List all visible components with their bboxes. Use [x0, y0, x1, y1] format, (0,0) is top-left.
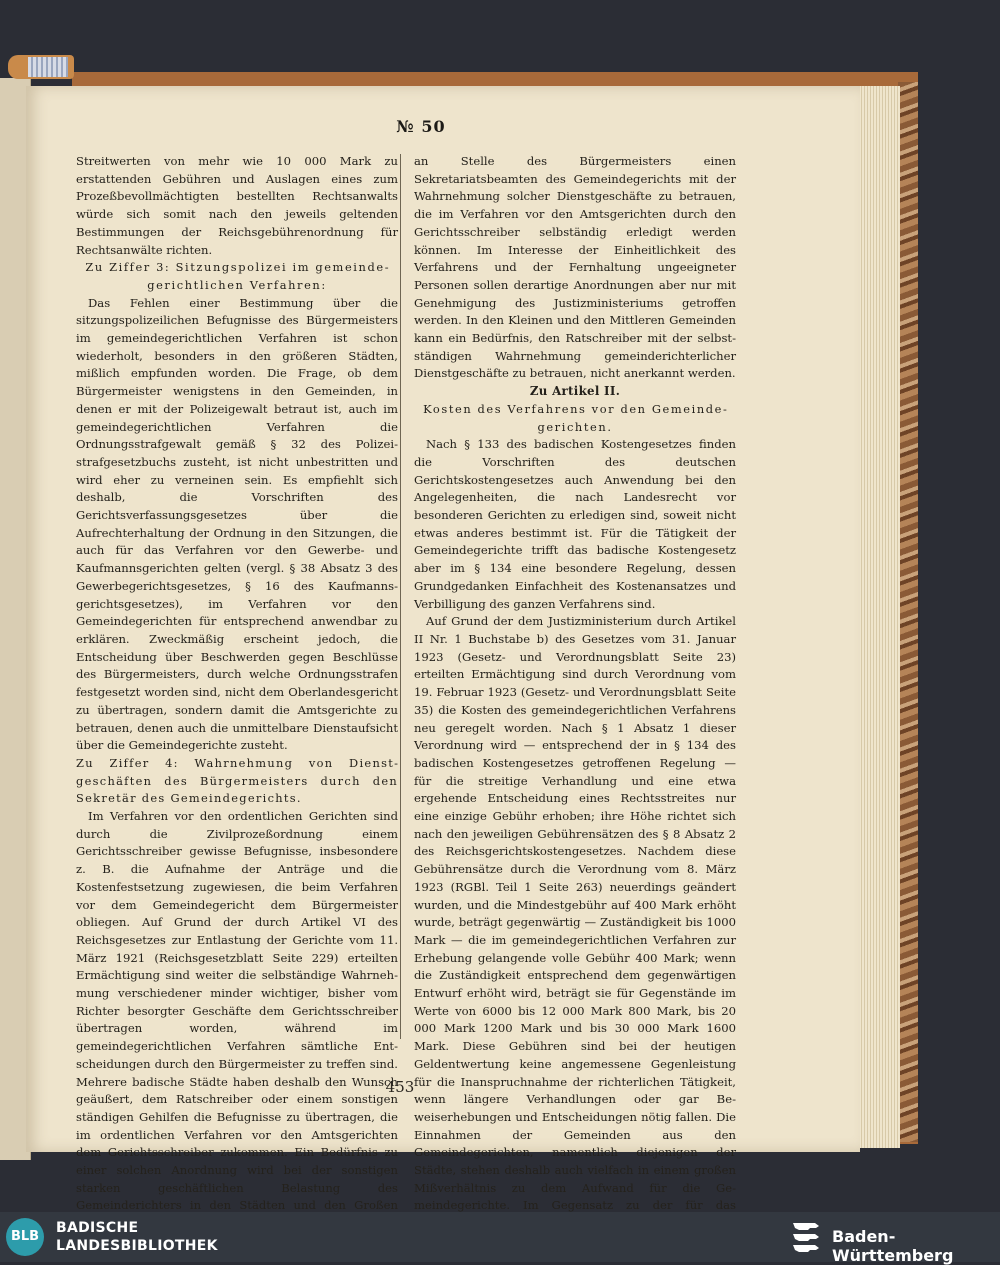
- state-label[interactable]: Baden-Württemberg: [832, 1227, 954, 1265]
- right-heading-kosten: Kosten des Verfahrens vor den Gemeindegerichten.: [423, 401, 727, 434]
- document-page: [26, 86, 860, 1212]
- right-paragraph-3: Auf Grund der dem Justizministerium durch Artikel II Nr. 1 Buchstabe b) des Gesetzes vom 31. Januar 1923 (Gesetz- und Verordnungsblatt Seite 23) erteilten Ermächtigung sind durch Verordnung vom 19. Februar 1923 (Gesetz- und Verordnungsblatt Seite 35) die Kosten des gemeindegerichtlichen Verfahrens neu geregelt worden. Nach § 1 Absatz 1 dieser Verordnung wird — entsprechend der in § 134 des badischen Kostengesetzes getroffenen Regelung — für die streitige Verhandlung und eine etwa ergehende Entscheidung eines Rechtsstreites nur eine einzige Gebühr erhoben; ihre Höhe richtet sich nach den jeweiligen Gebührensätzen des § 8 Absatz 2 des Reichsgerichtskostengesetzes. Nachdem diese Gebührensätze durch die Verordnung vom 8. März 1923 (RGBl. Teil 1 Seite 263) neuerdings geändert wurden, und die Mindestgebühr auf 400 Mark erhöht wurde, beträgt gegenwärtig — Zuständigkeit bis 1000 Mark — die im gemeindegerichtlichen Verfahren zur Erhebung gelangende volle Gebühr 400 Mark; wenn die Zuständigkeit entsprechend dem gegenwärtigen Entwurf erhöht wird, beträgt sie für Gegenstände im Werte von 6000 bis 12 000 Mark 800 Mark, bis 20 000 Mark 1200 Mark und bis 30 000 Mark 1600 Mark. Diese Gebühren sind bei der heutigen Geldentwertung keine angemessene Gegenleistung für die Inanspruchnahme der richterlichen Tätigkeit, wenn längere Verhandlungen oder gar Beweiserhebungen und Entscheidungen nötig fallen. Die Einnahmen der Gemeinden aus den Gemeindegerichten, namentlich diejenigen der Städte, stehen deshalb auch vielfach in einem großen Mißverhältnis zu dem Aufwand für die Gemeindegerichte. Im Gegensatz zu der für das: [414, 614, 736, 1212]
- page-edges: [856, 86, 900, 1148]
- left-paragraph-1: Streitwerten von mehr wie 10 000 Mark zu erstattenden Gebühren und Auslagen eines zum Prozeßbevollmächtigten bestellten Rechtsanwalts würde sich somit nach den jeweils geltenden Bestimmungen der Reichsgebührenordnung für Rechtsanwälte richten.: [76, 154, 398, 257]
- three-lions-icon: [790, 1219, 824, 1255]
- right-heading-artikel-2: Zu Artikel II.: [529, 384, 621, 399]
- left-paragraph-3: Im Verfahren vor den ordentlichen Gerichten sind durch die Zivilprozeßordnung einem Gerichtsschreiber gewisse Befugnisse, insbesondere z. B. die Aufnahme der Anträge und die Kostenfestsetzung zugewiesen, die beim Verfahren vor dem Gemeindegericht dem Bürgermeister obliegen. Auf Grund der durch Artikel VI des Reichsgesetzes zur Entlastung der Gerichte vom 11. März 1921 (Reichsgesetzblatt Seite 229) erteilten Ermächtigung sind weiter die selbständige Wahrnehmung verschiedener minder wichtiger, bisher vom Richter besorgter Geschäfte dem Gerichtsschreiber übertragen worden, während im gemeindegerichtlichen Verfahren sämtliche Entscheidungen durch den Bürgermeister zu treffen sind. Mehrere badische Städte haben deshalb den Wunsch geäußert, dem Ratschreiber oder einem sonstigen ständigen Gehilfen die Befugnisse zu übertragen, die im ordentlichen Verfahren vor den Amtsgerichten dem Gerichtsschreiber zukommen. Ein Bedürfnis zu einer solchen Anordnung wird bei der sonstigen starken geschäftlichen Belastung des Gemeinderichters in den Städten und den Großen: [76, 809, 398, 1212]
- blb-logo-icon[interactable]: BLB: [6, 1218, 44, 1256]
- right-column: [414, 153, 736, 1212]
- bookmark-band: [28, 57, 68, 77]
- right-paragraph-1: an Stelle des Bürgermeisters einen Sekretariatsbeamten des Gemeindegerichts mit der Wahrnehmung solcher Dienstgeschäfte zu betrauen, die im Verfahren vor den Amtsgerichten durch den Gerichtsschreiber selbständig erledigt werden können. Im Interesse der Einheitlichkeit des Verfahrens und der Fernhaltung ungeeigneter Personen sollen derartige Anordnungen aber nur mit Genehmigung des Justizministeriums getroffen werden. In den Kleinen und den Mittleren Gemeinden kann ein Bedürfnis, den Ratschreiber mit der selbstständigen Wahrnehmung gemeinderichterlicher Dienstgeschäfte zu betrauen, nicht anerkannt werden.: [414, 154, 736, 381]
- library-name-line-2: LANDESBIBLIOTHEK: [56, 1238, 218, 1254]
- library-name-line-1: BADISCHE: [56, 1220, 139, 1236]
- column-divider: [400, 154, 401, 1039]
- page-header: № 50: [396, 117, 446, 136]
- right-paragraph-2: Nach § 133 des badischen Kostengesetzes finden die Vorschriften des deutschen Gerichtskostengesetzes auch Anwendung bei den Angelegenheiten, die nach Landesrecht vor besonderen Gerichten zu erledigen sind, soweit nicht etwas anderes bestimmt ist. Für die Tätigkeit der Gemeindegerichte trifft das badische Kostengesetz aber im § 134 eine besondere Regelung, dessen Grundgedanken Einfachheit des Kostenansatzes und Verbilligung des ganzen Verfahrens sind.: [414, 437, 736, 611]
- page-number: 453: [385, 1078, 415, 1096]
- left-heading-ziffer-4: Zu Ziffer 4: Wahrnehmung von Dienstgeschäften des Bürgermeisters durch den Sekretär des Gemeindegerichts.: [76, 755, 398, 806]
- left-column: [76, 153, 398, 1212]
- left-heading-ziffer-3: Zu Ziffer 3: Sitzungspolizei im gemeindegerichtlichen Verfahren:: [85, 260, 389, 292]
- left-paragraph-2: Das Fehlen einer Bestimmung über die sitzungspolizeilichen Befugnisse des Bürgermeisters im gemeindegerichtlichen Verfahren ist schon wiederholt, besonders in den größeren Städten, mißlich empfunden worden. Die Frage, ob dem Bürgermeister wenigstens in den Gemeinden, in denen er mit der Polizeigewalt betraut ist, auch im gemeindegerichtlichen Verfahren die Ordnungsstrafgewalt gemäß § 32 des Polizeistrafgesetzbuchs zusteht, ist nicht unbestritten und wird eher zu verneinen sein. Es empfiehlt sich deshalb, die Vorschriften des Gerichtsverfassungsgesetzes über die Aufrechterhaltung der Ordnung in den Sitzungen, die auch für das Verfahren vor den Gewerbe- und Kaufmannsgerichten gelten (vergl. § 38 Absatz 3 des Gewerbegerichtsgesetzes, § 16 des Kaufmannsgerichtsgesetzes), im Verfahren vor den Gemeindegerichten für entsprechend anwendbar zu erklären. Zweckmäßig erscheint jedoch, die Entscheidung über Beschwerden gegen Beschlüsse des Bürgermeisters, durch welche Ordnungsstrafen festgesetzt worden sind, nicht dem Oberlandesgericht zu übertragen, sondern damit die Amtsgerichte zu betrauen, denen auch die unmittelbare Dienstaufsicht über die Gemeindegerichte zusteht.: [76, 295, 398, 753]
- library-name[interactable]: [56, 1219, 218, 1255]
- marbled-edge: [898, 82, 918, 1142]
- footer-bar: [0, 1212, 1000, 1265]
